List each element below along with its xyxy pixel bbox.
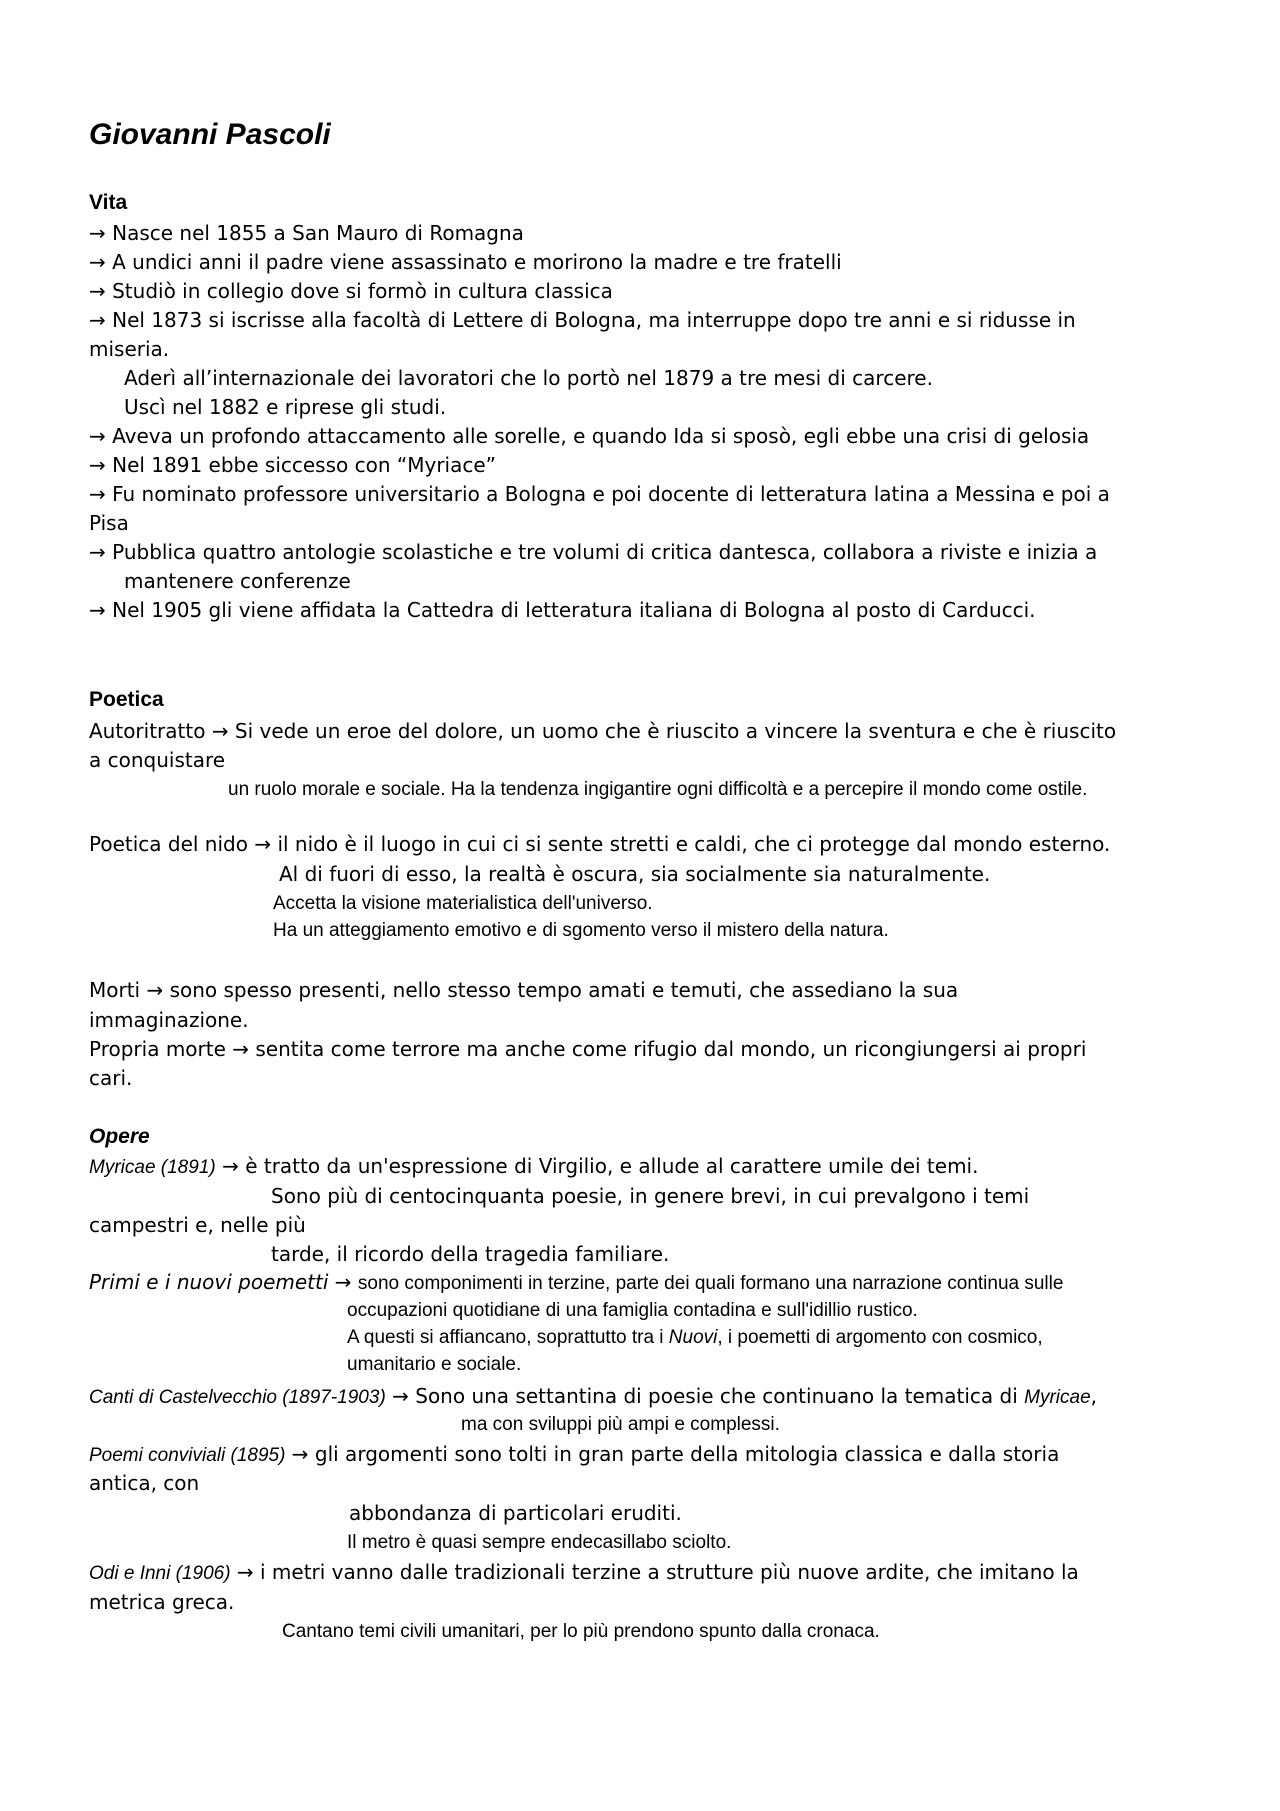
poetica-morti-line: Morti → sono spesso presenti, nello stesso tempo amati e temuti, che assediano la sua [89,978,959,1002]
poetica-nido-line: Al di fuori di esso, la realtà è oscura, sia socialmente sia naturalmente. [279,862,991,886]
poetica-nido-line: Poetica del nido → il nido è il luogo in cui ci si sente stretti e caldi, che ci protegge dal mondo esterno. [89,832,1111,856]
vita-line: → Nel 1873 si iscrisse alla facoltà di Lettere di Bologna, ma interruppe dopo tre anni e si ridusse in [89,308,1076,332]
opere-myricae-line: tarde, il ricordo della tragedia familiare. [271,1242,670,1266]
opere-odi-line: metrica greca. [89,1590,235,1614]
poetica-autoritratto-line: a conquistare [89,748,226,772]
vita-line: → Nel 1891 ebbe siccesso con “Myriace” [89,453,497,477]
opere-arrow: → [328,1270,358,1294]
vita-line: → A undici anni il padre viene assassinato e morirono la madre e tre fratelli [89,250,842,274]
opere-odi-line [89,1558,1079,1588]
work-title-poemetti: Primi e i nuovi poemetti [89,1270,329,1294]
work-title-myricae: Myricae (1891) [89,1157,216,1178]
opere-text: , [1090,1384,1097,1408]
poetica-nido-line: Ha un atteggiamento emotivo e di sgomento verso il mistero della natura. [273,920,889,941]
vita-line: Pisa [89,511,129,535]
opere-conviviali-line: abbondanza di particolari eruditi. [349,1501,682,1525]
vita-line: → Pubblica quattro antologie scolastiche e tre volumi di critica dantesca, collabora a riviste e inizia a [89,540,1098,564]
vita-line: Aderì all’internazionale dei lavoratori che lo portò nel 1879 a tre mesi di carcere. [124,366,933,390]
opere-conviviali-line [89,1440,1059,1470]
opere-myricae-line [89,1152,978,1182]
opere-poemetti-line [347,1325,1043,1351]
vita-line: → Fu nominato professore universitario a Bologna e poi docente di letteratura latina a Messina e poi a [89,482,1110,506]
document-title: Giovanni Pascoli [89,118,331,151]
opere-text: A questi si affiancano, soprattutto tra i [347,1327,669,1348]
opere-conviviali-line: Il metro è quasi sempre endecasillabo sciolto. [347,1532,732,1553]
vita-line: → Studiò in collegio dove si formò in cultura classica [89,279,613,303]
poetica-autoritratto-line: un ruolo morale e sociale. Ha la tendenza ingigantire ogni difficoltà e a percepire il mondo come ostile. [228,779,1088,800]
opere-emphasis: Nuovi [668,1327,718,1348]
opere-poemetti-line [89,1268,1063,1298]
work-title-odi: Odi e Inni (1906) [89,1563,231,1584]
opere-text: → gli argomenti sono tolti in gran parte della mitologia classica e dalla storia [285,1442,1060,1466]
opere-conviviali-line: antica, con [89,1471,200,1495]
vita-line: mantenere conferenze [124,569,351,593]
work-title-castelvecchio: Canti di Castelvecchio (1897-1903) [89,1387,386,1408]
opere-odi-line: Cantano temi civili umanitari, per lo più prendono spunto dalla cronaca. [282,1621,880,1642]
poetica-morti-line: Propria morte → sentita come terrore ma anche come rifugio dal mondo, un ricongiungersi ai propri [89,1037,1087,1061]
poetica-morti-line: immaginazione. [89,1008,249,1032]
vita-line: Uscì nel 1882 e riprese gli studi. [124,395,447,419]
opere-text: , i poemetti di argomento con cosmico, [717,1327,1043,1348]
vita-line: → Nasce nel 1855 a San Mauro di Romagna [89,221,524,245]
opere-castelvecchio-line [89,1382,1097,1412]
opere-castelvecchio-line: ma con sviluppi più ampi e complessi. [461,1414,780,1435]
opere-myricae-line: Sono più di centocinquanta poesie, in genere brevi, in cui prevalgono i temi [271,1184,1030,1208]
section-heading-vita: Vita [89,191,128,214]
section-heading-poetica: Poetica [89,688,164,711]
opere-text: sono componimenti in terzine, parte dei quali formano una narrazione continua sulle [357,1273,1064,1294]
poetica-autoritratto-line: Autoritratto → Si vede un eroe del dolore, un uomo che è riuscito a vincere la sventura e che è riuscito [89,719,1117,743]
work-title-conviviali: Poemi conviviali (1895) [89,1445,286,1466]
poetica-morti-line: cari. [89,1066,133,1090]
vita-line: → Nel 1905 gli viene affidata la Cattedra di letteratura italiana di Bologna al posto di Carducci. [89,598,1036,622]
opere-text: → è tratto da un'espressione di Virgilio, e allude al carattere umile dei temi. [215,1154,979,1178]
section-heading-opere: Opere [89,1125,150,1148]
opere-myricae-line: campestri e, nelle più [89,1213,306,1237]
opere-text: → Sono una settantina di poesie che continuano la tematica di [385,1384,1025,1408]
opere-emphasis: Myricae [1024,1387,1091,1408]
vita-line: miseria. [89,337,170,361]
opere-poemetti-line: umanitario e sociale. [347,1354,522,1375]
opere-poemetti-line: occupazioni quotidiane di una famiglia contadina e sull'idillio rustico. [347,1300,918,1321]
vita-line: → Aveva un profondo attaccamento alle sorelle, e quando Ida si sposò, egli ebbe una crisi di gelosia [89,424,1090,448]
poetica-nido-line: Accetta la visione materialistica dell'universo. [273,893,653,914]
opere-text: → i metri vanno dalle tradizionali terzine a strutture più nuove ardite, che imitano la [230,1560,1079,1584]
